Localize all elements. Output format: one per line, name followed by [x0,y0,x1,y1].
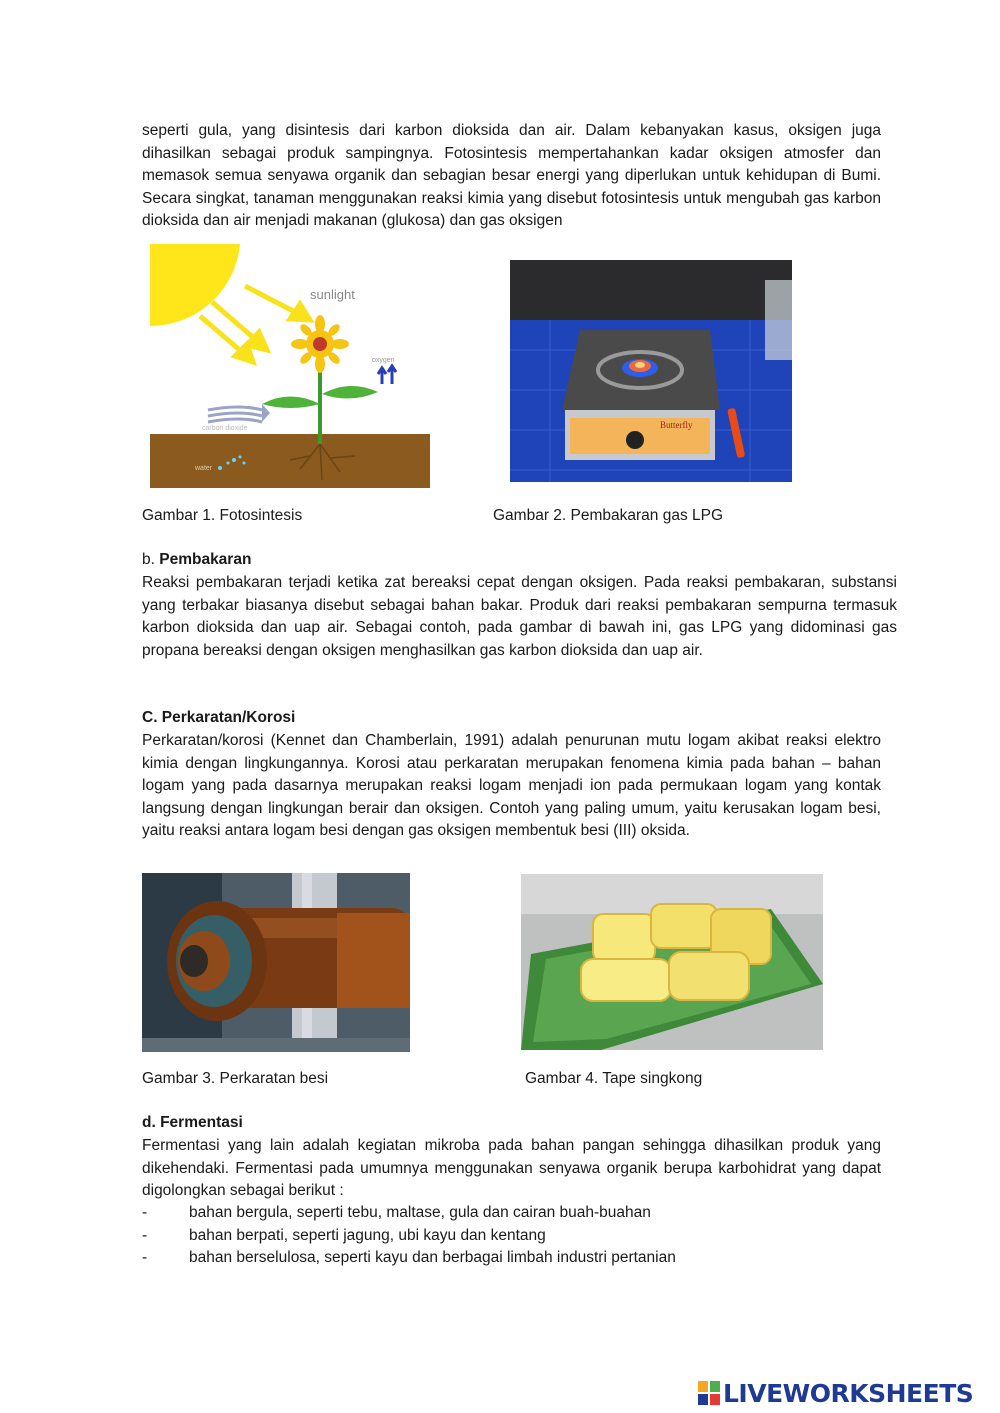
lpg-stove-photo [510,260,792,482]
list-item-text: bahan berselulosa, seperti kayu dan berbagai limbah industri pertanian [189,1249,676,1267]
rusty-iron-photo [142,873,410,1052]
oxygen-label: oxygen [372,357,395,364]
list-dash: - [142,1226,148,1244]
list-item-text: bahan berpati, seperti jagung, ubi kayu dan kentang [189,1226,546,1244]
stove-brand-label: Butterfly [660,420,693,430]
liveworksheets-wordmark: LIVEWORKSHEETS [723,1378,974,1408]
photosynthesis-illustration [150,244,430,488]
carbon-dioxide-label: carbon dioxide [202,425,248,432]
list-dash: - [142,1249,148,1267]
figure-4-caption: Gambar 4. Tape singkong [525,1070,703,1087]
intro-paragraph: seperti gula, yang disintesis dari karbon dioksida dan air. Dalam kebanyakan kasus, oksigen juga dihasilkan sebagai produk sampingnya. Fotosintesis mempertahankan kadar oksigen atmosfer dan memasok semua senyawa organik dan sebagian besar energi yang diperlukan untuk kehidupan di Bumi. Secara singkat, tanaman menggunakan reaksi kimia yang disebut fotosintesis untuk mengubah gas karbon dioksida dan air menjadi makanan (glukosa) dan gas oksigen [142,122,881,230]
figure-3-caption: Gambar 3. Perkaratan besi [142,1070,329,1087]
liveworksheets-logo[interactable] [698,1378,973,1408]
figure-2-caption: Gambar 2. Pembakaran gas LPG [493,507,724,524]
section-c-heading: C. Perkaratan/Korosi [142,709,296,726]
section-b-paragraph: Reaksi pembakaran terjadi ketika zat bereaksi cepat dengan oksigen. Pada reaksi pembakaran, substansi yang terbakar biasanya disebut sebagai bahan bakar. Produk dari reaksi pembakaran sempurna termasuk karbon dioksida dan uap air. Sebagai contoh, pada gambar di bawah ini, gas LPG yang didominasi gas propana bereaksi dengan oksigen menghasilkan gas karbon dioksida dan uap air. [142,574,897,659]
sunlight-label: sunlight [310,287,355,302]
tape-singkong-photo [521,874,823,1050]
list-item-text: bahan bergula, seperti tebu, maltase, gula dan cairan buah-buahan [189,1204,651,1221]
section-b-heading: b. Pembakaran [142,551,252,568]
section-c-paragraph: Perkaratan/korosi (Kennet dan Chamberlain, 1991) adalah penurunan mutu logam akibat reaksi elektro kimia dengan lingkungannya. Korosi atau perkaratan merupakan fenomena kimia pada bahan – bahan logam yang pada dasarnya merupakan reaksi logam menjadi ion pada permukaan logam yang kontak langsung dengan lingkungan berair dan oksigen. Contoh yang paling umum, yaitu kerusakan logam besi, yaitu reaksi antara logam besi dengan gas oksigen membentuk besi (III) oksida. [142,732,881,840]
section-d-paragraph: Fermentasi yang lain adalah kegiatan mikroba pada bahan pangan sehingga dihasilkan produk yang dikehendaki. Fermentasi pada umumnya menggunakan senyawa organik berupa karbohidrat yang dapat digolongkan sebagai berikut : [142,1137,881,1200]
water-label: water [195,465,213,472]
list-dash: - [142,1204,148,1221]
figure-1-caption: Gambar 1. Fotosintesis [142,507,303,524]
section-d-heading: d. Fermentasi [142,1114,243,1131]
liveworksheets-logo-icon [698,1381,720,1405]
